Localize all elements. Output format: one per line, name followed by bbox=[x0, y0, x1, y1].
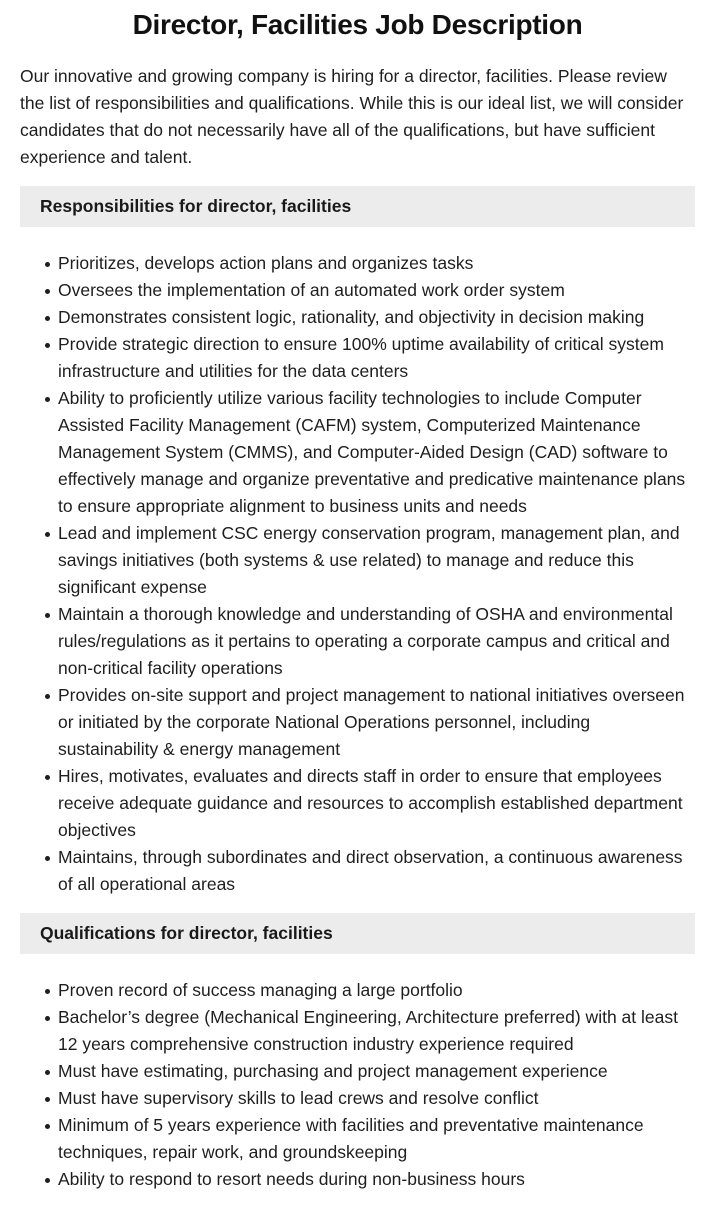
list-item: Maintains, through subordinates and direct observation, a continuous awareness of all operational areas bbox=[20, 844, 695, 898]
responsibilities-list bbox=[20, 250, 695, 898]
list-item: Minimum of 5 years experience with facilities and preventative maintenance techniques, repair work, and groundskeeping bbox=[20, 1112, 695, 1166]
list-item: Maintain a thorough knowledge and understanding of OSHA and environmental rules/regulations as it pertains to operating a corporate campus and critical and non-critical facility operations bbox=[20, 601, 695, 682]
list-item: Provide strategic direction to ensure 100% uptime availability of critical system infrastructure and utilities for the data centers bbox=[20, 331, 695, 385]
intro-paragraph: Our innovative and growing company is hiring for a director, facilities. Please review the list of responsibilities and qualifications. While this is our ideal list, we will consider candidates that do not necessarily have all of the qualifications, but have sufficient experience and talent. bbox=[20, 66, 684, 167]
section-responsibilities bbox=[20, 186, 695, 898]
list-item: Ability to proficiently utilize various facility technologies to include Computer Assisted Facility Management (CAFM) system, Computerized Maintenance Management System (CMMS), and Computer-Aided Design (CAD) software to effectively manage and organize preventative and predicative maintenance plans to ensure appropriate alignment to business units and needs bbox=[20, 385, 695, 520]
list-item: Oversees the implementation of an automated work order system bbox=[20, 277, 695, 304]
list-item: Ability to respond to resort needs during non-business hours bbox=[20, 1166, 695, 1193]
section-qualifications bbox=[20, 913, 695, 1193]
list-item: Demonstrates consistent logic, rationality, and objectivity in decision making bbox=[20, 304, 695, 331]
list-item: Must have estimating, purchasing and project management experience bbox=[20, 1058, 695, 1085]
page-title: Director, Facilities Job Description bbox=[132, 9, 583, 40]
section-heading-qualifications: Qualifications for director, facilities bbox=[20, 913, 695, 954]
list-item: Lead and implement CSC energy conservation program, management plan, and savings initiatives (both systems & use related) to manage and reduce this significant expense bbox=[20, 520, 695, 601]
list-item: Bachelor’s degree (Mechanical Engineering, Architecture preferred) with at least 12 years comprehensive construction industry experience required bbox=[20, 1004, 695, 1058]
list-item: Must have supervisory skills to lead crews and resolve conflict bbox=[20, 1085, 695, 1112]
list-item: Hires, motivates, evaluates and directs staff in order to ensure that employees receive adequate guidance and resources to accomplish established department objectives bbox=[20, 763, 695, 844]
list-item: Proven record of success managing a large portfolio bbox=[20, 977, 695, 1004]
qualifications-list bbox=[20, 977, 695, 1193]
section-heading-responsibilities: Responsibilities for director, facilities bbox=[20, 186, 695, 227]
list-item: Prioritizes, develops action plans and organizes tasks bbox=[20, 250, 695, 277]
list-item: Provides on-site support and project management to national initiatives overseen or initiated by the corporate National Operations personnel, including sustainability & energy management bbox=[20, 682, 695, 763]
